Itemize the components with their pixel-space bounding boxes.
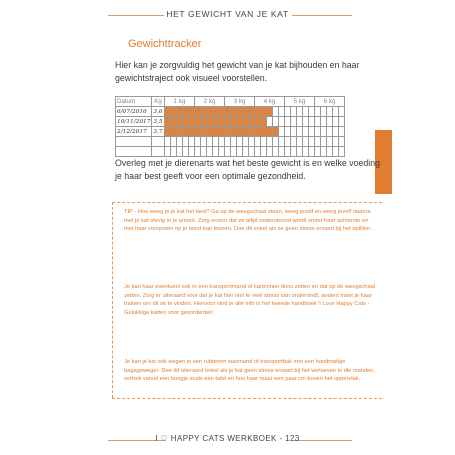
tracker-kg-value: 3,7: [153, 128, 163, 135]
tracker-date: 6/07/2016: [116, 107, 152, 117]
footer-text: HAPPY CATS WERKBOEK - 123: [170, 434, 300, 443]
tracker-date: 2/12/2017: [116, 127, 152, 137]
tracker-kg-header: 3 kg: [225, 97, 255, 107]
tracker-kg-header: 5 kg: [285, 97, 315, 107]
tracker-col-kg: Kg: [152, 97, 165, 107]
tracker-header-row: [116, 97, 345, 107]
tracker-empty-cell: [339, 127, 345, 137]
tracker-empty-cell: [339, 117, 345, 127]
tracker-kg-value: 3,5: [153, 118, 163, 125]
tracker-empty-row: [116, 137, 345, 147]
weight-tracker-table: [115, 96, 345, 157]
tracker-col-date: Datum: [116, 97, 152, 107]
tracker-date: 10/11/2017: [117, 118, 151, 125]
page-footer: [0, 434, 455, 443]
tip-paragraph: Je kan haar eventueel ook in een transportmand of kartonnen doos zetten en dat op de weegschaal zetten. Zorg er uiteraard voor dat je kat hier niet te veel stress van ondervindt, anders moet je haar trainen om dit ok te vinden. Hiervoor vind je alle info in het tweede handboek 'I Love Happy Cats - Gelukkige katten voor gevorderden': [124, 284, 376, 316]
tip-paragraph: TIP - Hoe weeg je je kat het best? Ga op de weegschaal staan, weeg jezelf en weeg jezelf daarna met je kat stevig in je armen. Zorg ervoor dat ze altijd ondersteund wordt onder haar achterste en met haar voorpoten op je borst kan leunen. Doe dit enkel als ze geen stress ervaart bij het optillen.: [124, 209, 372, 233]
intro-paragraph: Hier kan je zorgvuldig het gewicht van je kat bijhouden en haar gewichtstraject ook visueel voorstellen.: [115, 60, 360, 83]
tracker-row: [116, 107, 345, 117]
tracker-empty-cell: [339, 107, 345, 117]
footer-prefix: I: [155, 434, 158, 443]
tracker-kg-header: 4 kg: [255, 97, 285, 107]
tracker-kg-header: 1 kg: [165, 97, 195, 107]
tracker-row: [116, 117, 345, 127]
tracker-kg-header: 2 kg: [195, 97, 225, 107]
tracker-row: [116, 127, 345, 137]
tracker-empty-kg: [152, 137, 165, 147]
page-header-title: HET GEWICHT VAN JE KAT: [166, 9, 289, 19]
advice-paragraph: Overleg met je dierenarts wat het beste gewicht is en welke voeding je haar best geeft voor een optimale gezondheid.: [115, 158, 381, 181]
section-title: Gewichttracker: [128, 38, 202, 50]
tracker-kg-value: 3,6: [153, 108, 163, 115]
heart-icon: ♡: [160, 434, 169, 443]
tracker-empty-date: [116, 147, 152, 157]
tracker-body: [116, 107, 345, 157]
tip-box-bottom-border: [112, 398, 382, 399]
tracker-empty-cell: [339, 147, 345, 157]
tracker-empty-kg: [152, 147, 165, 157]
tracker-empty-date: [116, 137, 152, 147]
tracker-kg-header: 6 kg: [315, 97, 345, 107]
tip-paragraph: Je kan je kat ook wegen in een rubberen wasmand of transportbak met een handmatige bagageweger. Doe dit uiteraard enkel als je kat geen stress ervaart bij het vertoeven in die manden, vertrek vanuit een boogje zoals een tafel en hou haar maar een paar cm boven het oppervlak.: [124, 359, 376, 383]
tracker-empty-row: [116, 147, 345, 157]
tracker-empty-cell: [339, 137, 345, 147]
